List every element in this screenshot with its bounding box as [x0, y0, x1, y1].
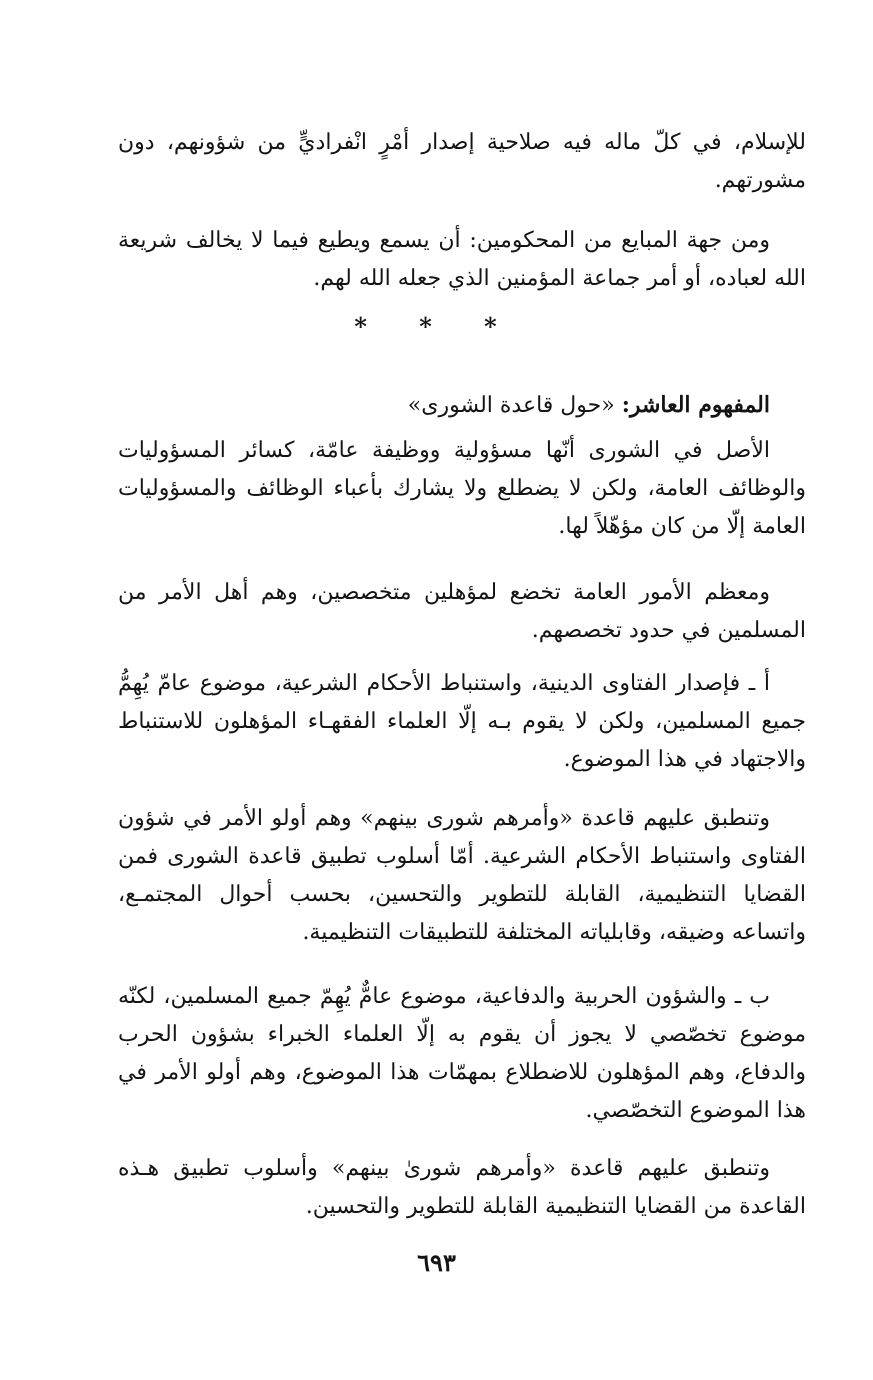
heading-label: المفهوم العاشر: — [621, 392, 770, 418]
paragraph-public-affairs: ومعظم الأمور العامة تخضع لمؤهلين متخصصين، وهم أهل الأمر من المسلمين في حدود تخصصهم. — [118, 580, 806, 643]
paragraph-subject-obligation: ومن جهة المبايع من المحكومين: أن يسمع ويطيع فيما لا يخالف شريعة الله لعباده، أو أمر جماعة المؤمنين الذي جعله الله لهم. — [118, 228, 806, 291]
page-number: ٦٩٣ — [417, 1248, 456, 1277]
paragraph-military-shura: وتنطبق عليهم قاعدة «وأمرهم شورىٰ بينهم» وأسلوب تطبيق هـذه القاعدة من القضايا التنظيمية القابلة للتطوير والتحسين. — [118, 1156, 806, 1219]
paragraph-fatwa: أ ـ فإصدار الفتاوى الدينية، واستنباط الأحكام الشرعية، موضوع عامّ يُهِمُّ جميع المسلمين، ولكن لا يقوم بـه إلّا العلماء الفقهـاء المؤهلون للاستنباط والاجتهاد في هذا الموضوع. — [118, 671, 806, 772]
paragraph-shura-origin: الأصل في الشورى أنّها مسؤولية ووظيفة عامّة، كسائر المسؤوليات والوظائف العامة، ولكن لا يضطلع ولا يشارك بأعباء الوظائف والمسؤوليات العامة إلّا من كان مؤهّلاً لها. — [118, 438, 806, 539]
heading-title: «حول قاعدة الشورى» — [407, 393, 615, 418]
paragraph-fatwa-shura: وتنطبق عليهم قاعدة «وأمرهم شورى بينهم» وهم أولو الأمر في شؤون الفتاوى واستنباط الأحكام الشرعية. أمّا أسلوب تطبيق قاعدة الشورى فمن القضايا التنظيمية، القابلة للتطوير والتحسين، بحسب أحوال المجتمـع، واتساعه وضيقه، وقابلياته المختلفة للتطبيقات التنظيمية. — [118, 806, 806, 945]
section-separator: * * * — [354, 312, 519, 341]
paragraph-military: ب ـ والشؤون الحربية والدفاعية، موضوع عامٌّ يُهِمّ جميع المسلمين، لكنّه موضوع تخصّصي لا يجوز أن يقوم به إلّا العلماء الخبراء بشؤون الحرب والدفاع، وهم المؤهلون للاضطلاع بمهمّات هذا الموضوع، وهم أولو الأمر في هذا الموضوع التخصّصي. — [118, 984, 806, 1123]
section-heading — [118, 386, 806, 425]
paragraph-continuation: للإسلام، في كلّ ماله فيه صلاحية إصدار أمْرٍ انْفراديٍّ من شؤونهم، دون مشورتهم. — [118, 130, 806, 193]
